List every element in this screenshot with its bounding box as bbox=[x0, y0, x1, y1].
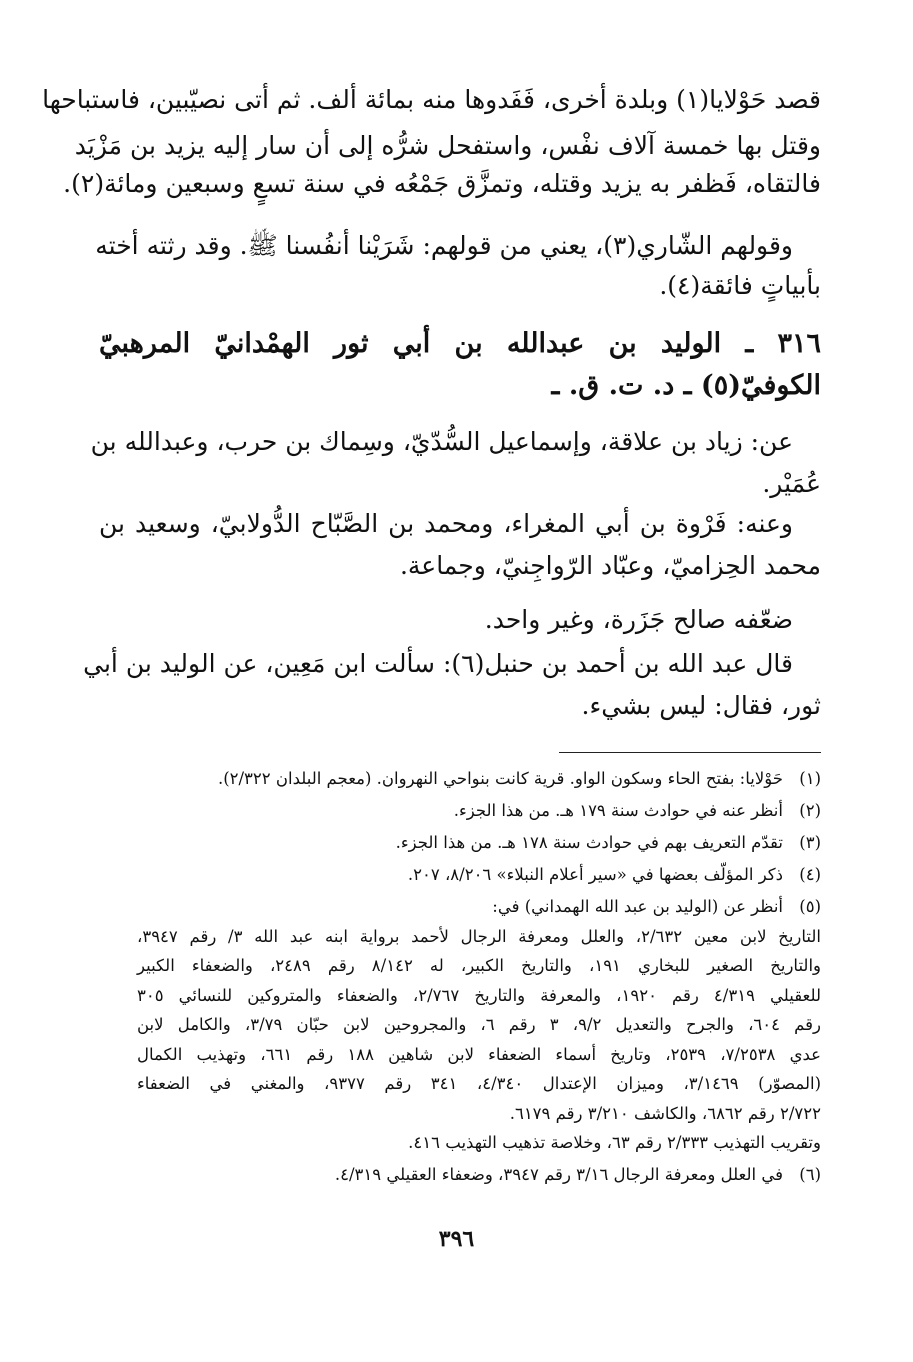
footnote-continuation: والتاريخ الصغير للبخاري ١٩١، والتاريخ الكبير، له ٨/١٤٢ رقم ٢٤٨٩، والضعفاء الكبير bbox=[137, 956, 822, 975]
footnote-number: (٥) bbox=[799, 897, 821, 916]
footnote-text: أنظر عنه في حوادث سنة ١٧٩ هـ. من هذا الجزء. bbox=[453, 801, 783, 820]
footnote-continuation: رقم ٦٠٤، والجرح والتعديل ٩/٢، ٣ رقم ٦، والمجروحين لابن حبّان ٣/٧٩، والكامل لابن bbox=[137, 1015, 821, 1034]
body-line: محمد الحِزاميّ، وعبّاد الرّواجِنيّ، وجماعة. bbox=[399, 551, 821, 580]
footnote-text: حَوْلايا: بفتح الحاء وسكون الواو. قرية كانت بنواحي النهروان. (معجم البلدان ٢/٣٢٢). bbox=[217, 769, 783, 788]
body-line: عن: زياد بن علاقة، وإسماعيل السُّدّيّ، وسِماك بن حرب، وعبدالله بن bbox=[90, 427, 793, 456]
footnote bbox=[99, 1164, 821, 1186]
page-number: ٣٩٦ bbox=[438, 1226, 475, 1252]
footnote bbox=[99, 864, 821, 886]
footnote-number: (٢) bbox=[799, 801, 821, 820]
footnote-text: تقدّم التعريف بهم في حوادث سنة ١٧٨ هـ. من هذا الجزء. bbox=[395, 833, 783, 852]
body-line: بأبياتٍ فائقة(٤). bbox=[659, 271, 821, 300]
footnote-number: (١) bbox=[799, 769, 821, 788]
footnote bbox=[99, 800, 821, 822]
footnote bbox=[99, 896, 821, 918]
entry-heading: ٣١٦ ـ الوليد بن عبدالله بن أبي ثور الهمْدانيّ المرهبيّ bbox=[99, 328, 821, 359]
footnote-continuation: (المصوّر) ٣/١٤٦٩، وميزان الإعتدال ٤/٣٤٠، ٣٤١ رقم ٩٣٧٧، والمغني في الضعفاء bbox=[137, 1074, 822, 1093]
body-line: فالتقاه، فَظفر به يزيد وقتله، وتمزَّق جَمْعُه في سنة تسعٍ وسبعين ومائة(٢). bbox=[63, 169, 821, 198]
footnote-text: في العلل ومعرفة الرجال ٣/١٦ رقم ٣٩٤٧، وضعفاء العقيلي ٤/٣١٩. bbox=[334, 1165, 783, 1184]
footnote-continuation: التاريخ لابن معين ٢/٦٣٢، والعلل ومعرفة الرجال لأحمد برواية ابنه عبد الله ٣/ رقم ٣٩٤٧، bbox=[137, 927, 822, 946]
body-line: قال عبد الله بن أحمد بن حنبل(٦): سألت ابن مَعِين، عن الوليد بن أبي bbox=[83, 649, 793, 678]
body-line: وعنه: فَرْوة بن أبي المغراء، ومحمد بن الصَّبّاح الدُّولابيّ، وسعيد بن bbox=[99, 509, 793, 538]
footnote-continuation: ٢/٧٢٢ رقم ٦٨٦٢، والكاشف ٣/٢١٠ رقم ٦١٧٩. bbox=[509, 1104, 821, 1123]
footnote-text: ذكر المؤلّف بعضها في «سير أعلام النبلاء» ٨/٢٠٦، ٢٠٧. bbox=[407, 865, 783, 884]
body-line: وقتل بها خمسة آلاف نفْس، واستفحل شرُّه إلى أن سار إليه يزيد بن مَزْيَد bbox=[74, 131, 821, 160]
entry-heading-cont: الكوفيّ(٥) ـ د. ت. ق. ـ bbox=[551, 370, 821, 401]
footnote-continuation: عدي ٧/٢٥٣٨، ٢٥٣٩، وتاريخ أسماء الضعفاء لابن شاهين ١٨٨ رقم ٦٦١، وتهذيب الكمال bbox=[137, 1045, 822, 1064]
footnote-number: (٤) bbox=[799, 865, 821, 884]
body-line: عُمَيْر. bbox=[762, 469, 821, 498]
footnote-text: أنظر عن (الوليد بن عبد الله الهمداني) في: bbox=[492, 897, 783, 916]
footnote bbox=[99, 768, 821, 790]
body-line: وقولهم الشّاري(٣)، يعني من قولهم: شَرَيْنا أنفُسنا ﷺ. وقد رثته أخته bbox=[95, 231, 793, 260]
footnote-continuation: وتقريب التهذيب ٢/٣٣٣ رقم ٦٣، وخلاصة تذهيب التهذيب ٤١٦. bbox=[408, 1133, 821, 1152]
body-line: ثور، فقال: ليس بشيء. bbox=[581, 691, 821, 720]
body-line: ضعّفه صالح جَزَرة، وغير واحد. bbox=[484, 605, 793, 634]
footnote-number: (٦) bbox=[799, 1165, 821, 1184]
footnote-number: (٣) bbox=[799, 833, 821, 852]
footnote-continuation: للعقيلي ٤/٣١٩ رقم ١٩٢٠، والمعرفة والتاريخ ٢/٧٦٧، والضعفاء والمتروكين للنسائي ٣٠٥ bbox=[137, 986, 821, 1005]
body-line: قصد حَوْلايا(١) وبلدة أخرى، فَفَدوها منه بمائة ألف. ثم أتى نصيّبين، فاستباحها bbox=[42, 85, 821, 114]
footnote bbox=[99, 832, 821, 854]
footnote-separator bbox=[559, 752, 821, 753]
